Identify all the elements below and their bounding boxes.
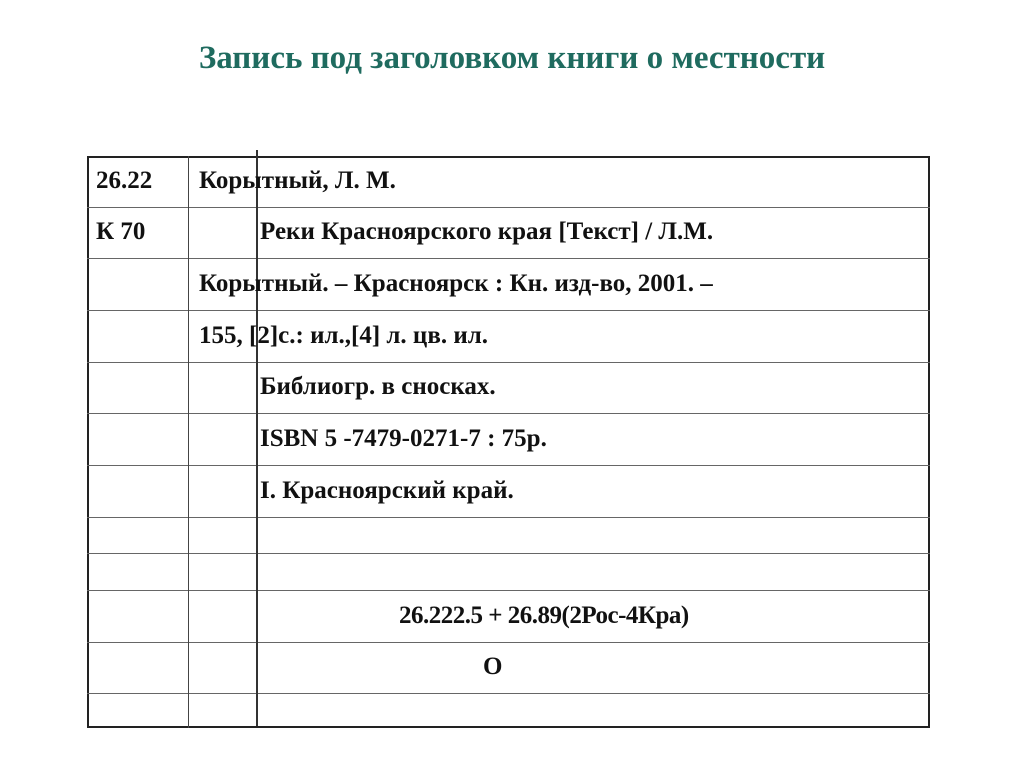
row-divider	[87, 553, 930, 554]
note-line: Библиогр. в сносках.	[260, 373, 496, 400]
row-divider	[87, 362, 930, 363]
isbn-line: ISBN 5 -7479-0271-7 : 75р.	[260, 425, 547, 452]
row-divider	[87, 517, 930, 518]
publication-line: Корытный. – Красноярск : Кн. изд-во, 2001. –	[199, 270, 713, 297]
subject-heading: I. Красноярский край.	[260, 477, 514, 504]
author-heading: Корытный, Л. М.	[199, 167, 396, 194]
row-divider	[87, 207, 930, 208]
page-title: Запись под заголовком книги о местности	[198, 40, 826, 76]
row-divider	[87, 693, 930, 694]
physical-description: 155, [2]с.: ил.,[4] л. цв. ил.	[199, 322, 489, 349]
author-sign: К 70	[96, 218, 146, 245]
classification-index: 26.222.5 + 26.89(2Рос-4Кра)	[399, 602, 689, 629]
indent-line	[256, 150, 258, 726]
row-divider	[87, 258, 930, 259]
row-divider	[87, 413, 930, 414]
card-index: 26.22	[96, 167, 153, 194]
row-divider	[87, 590, 930, 591]
row-divider	[87, 310, 930, 311]
row-divider	[87, 465, 930, 466]
row-divider	[87, 642, 930, 643]
column-divider	[188, 156, 189, 728]
tracing-mark: О	[483, 653, 503, 680]
title-line: Реки Красноярского края [Текст] / Л.М.	[260, 218, 714, 245]
